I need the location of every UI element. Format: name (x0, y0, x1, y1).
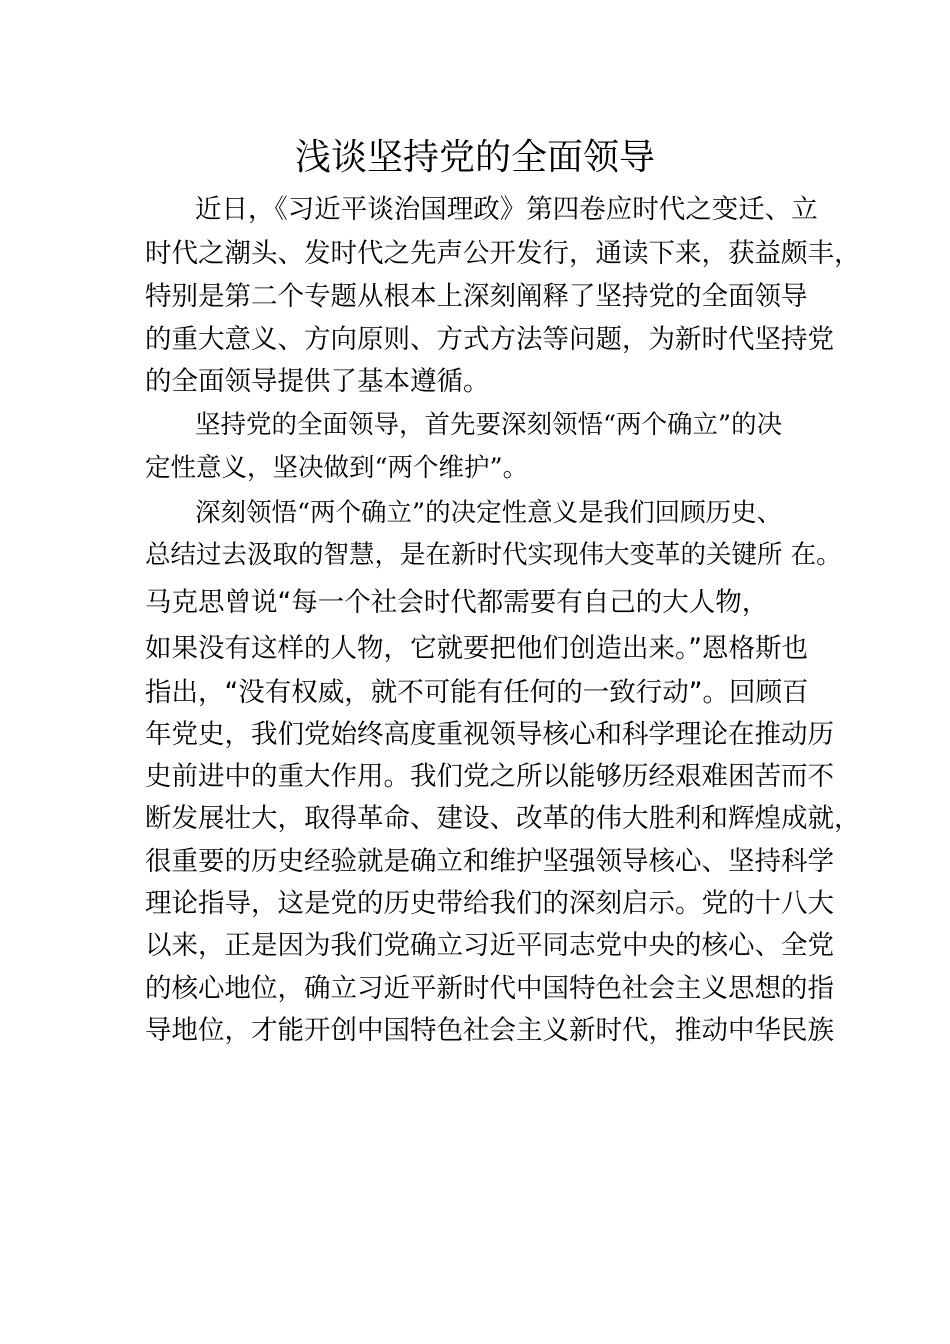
document-title: 浅谈坚持党的全面领导 (294, 137, 655, 178)
text-line: 坚持党的全面领导，首先要深刻领悟“两个确立”的决 (195, 410, 783, 440)
text-line: 断发展壮大，取得革命、建设、改革的伟大胜利和辉煌成就， (145, 803, 861, 834)
text-line: 定性意义，坚决做到“两个维护”。 (145, 453, 529, 483)
text-line: 史前进中的重大作用。我们党之所以能够历经艰难困苦而不 (145, 761, 834, 792)
text-line: 导地位，才能开创中国特色社会主义新时代，推动中华民族 (145, 1015, 834, 1046)
text-line: 深刻领悟“两个确立”的决定性意义是我们回顾历史、 (195, 498, 783, 528)
text-line: 马克思曾说“每一个社会时代都需要有自己的大人物， (145, 587, 769, 618)
text-line: 年党史，我们党始终高度重视领导核心和科学理论在推动历 (145, 719, 834, 750)
text-line: 以来，正是因为我们党确立习近平同志党中央的核心、全党 (145, 930, 834, 961)
text-line: 近日，《习近平谈治国理政》第四卷应时代之变迁、立 (195, 194, 818, 225)
text-line: 总结过去汲取的智慧，是在新时代实现伟大变革的关键所 在。 (145, 540, 842, 570)
text-line: 时代之潮头、发时代之先声公开发行，通读下来，获益颇丰， (145, 238, 861, 269)
text-line: 特别是第二个专题从根本上深刻阐释了坚持党的全面领导 (145, 281, 808, 312)
text-line: 的重大意义、方向原则、方式方法等问题，为新时代坚持党 (145, 324, 834, 355)
text-line: 理论指导，这是党的历史带给我们的深刻启示。党的十八大 (145, 888, 834, 919)
text-line: 如果没有这样的人物，它就要把他们创造出来。”恩格斯也 (145, 633, 808, 664)
text-line: 的全面领导提供了基本遵循。 (145, 366, 490, 397)
text-line: 指出，“没有权威，就不可能有任何的一致行动”。回顾百 (145, 677, 809, 708)
text-line: 的核心地位，确立习近平新时代中国特色社会主义思想的指 (145, 973, 834, 1004)
text-line: 很重要的历史经验就是确立和维护坚强领导核心、坚持科学 (145, 846, 834, 877)
